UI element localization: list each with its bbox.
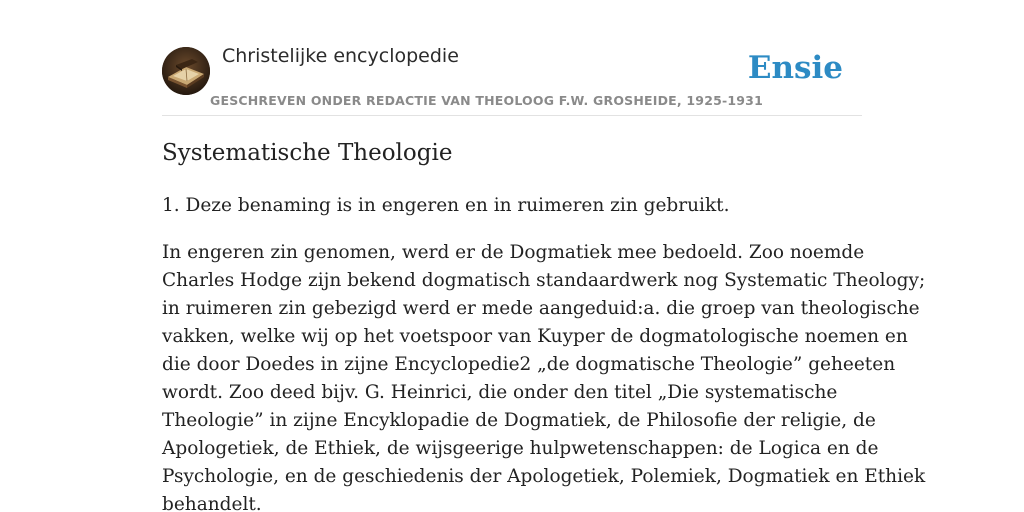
paragraph-line: in ruimeren zin gebezigd werd er mede aangeduid:a. die groep van theologische [162, 298, 920, 319]
paragraph-line: Psychologie, en de geschiedenis der Apologetiek, Polemiek, Dogmatiek en Ethiek [162, 466, 926, 487]
book-photo-icon[interactable] [162, 47, 210, 95]
brand-logo[interactable]: Ensie [747, 50, 843, 86]
paragraph-line: Theologie” in zijne Encyklopadie de Dogmatiek, de Philosofie der religie, de [162, 410, 876, 431]
paragraph-line: Apologetiek, de Ethiek, de wijsgeerige hulpwetenschappen: de Logica en de [162, 438, 879, 459]
paragraph-line: behandelt. [162, 494, 262, 512]
article-paragraph-1: 1. Deze benaming is in engeren en in ruimeren zin gebruikt. [162, 195, 730, 216]
site-header [162, 44, 862, 116]
paragraph-line: Charles Hodge zijn bekend dogmatisch standaardwerk nog Systematic Theology; [162, 270, 926, 291]
paragraph-line: vakken, welke wij op het voetspoor van Kuyper de dogmatologische noemen en [162, 326, 908, 347]
paragraph-line: In engeren zin genomen, werd er de Dogmatiek mee bedoeld. Zoo noemde [162, 242, 865, 263]
paragraph-line: die door Doedes in zijne Encyclopedie2 „de dogmatische Theologie” geheeten [162, 354, 896, 375]
article-title: Systematische Theologie [162, 140, 453, 166]
site-title[interactable]: Christelijke encyclopedie [222, 45, 459, 67]
site-subtitle: GESCHREVEN ONDER REDACTIE VAN THEOLOOG F.W. GROSHEIDE, 1925-1931 [210, 93, 763, 108]
paragraph-line: wordt. Zoo deed bijv. G. Heinrici, die onder den titel „Die systematische [162, 382, 838, 403]
article-paragraph-2 [162, 239, 926, 512]
